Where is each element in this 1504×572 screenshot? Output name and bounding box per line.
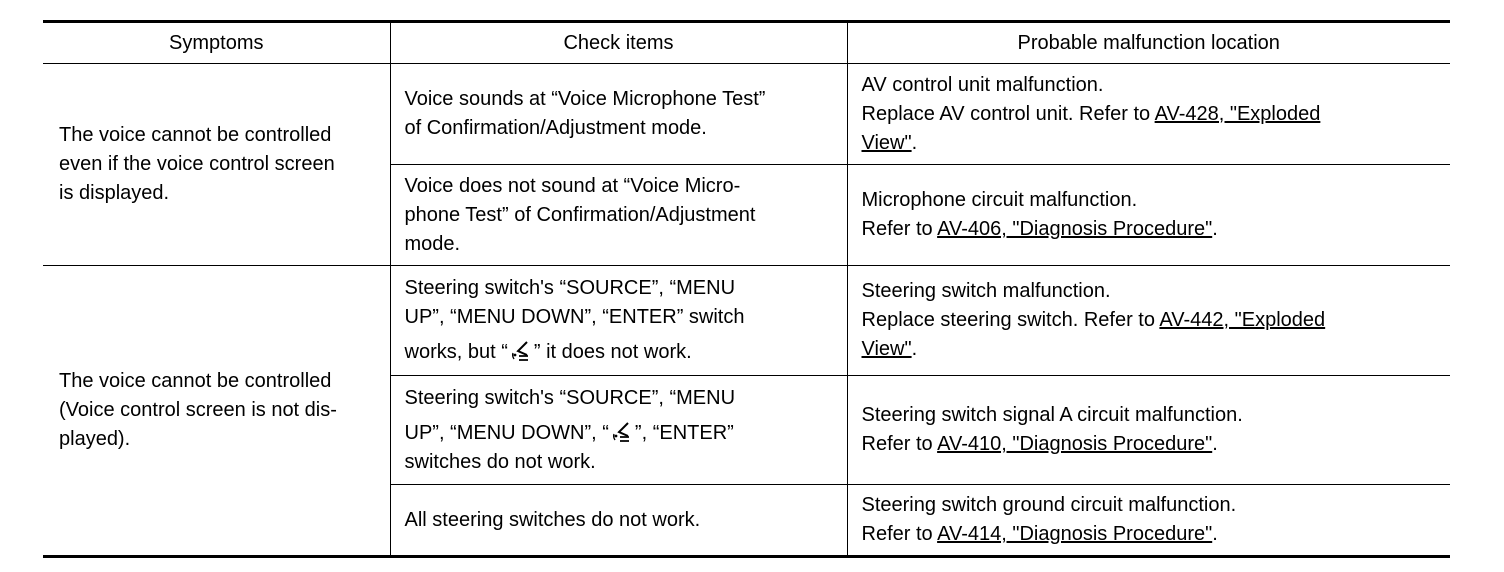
header-malfunction-location: Probable malfunction location <box>847 22 1450 64</box>
reference-link[interactable]: AV-442, "Exploded <box>1159 309 1326 331</box>
check-item-cell: Voice does not sound at “Voice Micro- phone Test” of Confirmation/Adjustment mode. <box>390 165 847 266</box>
reference-link[interactable]: View" <box>861 131 912 154</box>
reference-link[interactable]: AV-414, "Diagnosis Procedure" <box>937 523 1213 545</box>
check-item-cell: All steering switches do not work. <box>390 485 847 557</box>
reference-link[interactable]: View" <box>861 338 912 360</box>
location-cell: Steering switch ground circuit malfunction. Refer to AV-414, "Diagnosis Procedure". <box>847 485 1450 557</box>
header-row <box>43 22 1450 64</box>
reference-link[interactable]: AV-406, "Diagnosis Procedure" <box>937 218 1213 240</box>
location-cell: AV control unit malfunction. Replace AV control unit. Refer to AV-428, "Exploded View". <box>847 64 1450 165</box>
voice-control-switch-icon <box>611 421 633 443</box>
table-row <box>43 266 1450 376</box>
location-cell: Steering switch signal A circuit malfunction. Refer to AV-410, "Diagnosis Procedure". <box>847 376 1450 485</box>
header-check-items: Check items <box>390 22 847 64</box>
check-item-cell: Voice sounds at “Voice Microphone Test” of Confirmation/Adjustment mode. <box>390 64 847 165</box>
diagnosis-table <box>43 20 1450 558</box>
symptom-cell: The voice cannot be controlled (Voice control screen is not dis- played). <box>43 266 390 557</box>
voice-control-switch-icon <box>510 340 532 362</box>
table-row <box>43 64 1450 165</box>
header-symptoms: Symptoms <box>43 22 390 64</box>
symptom-cell: The voice cannot be controlled even if the voice control screen is displayed. <box>43 64 390 266</box>
location-cell: Microphone circuit malfunction. Refer to AV-406, "Diagnosis Procedure". <box>847 165 1450 266</box>
check-item-cell: Steering switch's “SOURCE”, “MENU UP”, “MENU DOWN”, “ENTER” switch works, but “ ” it does not work. <box>390 266 847 376</box>
check-item-cell: Steering switch's “SOURCE”, “MENU UP”, “MENU DOWN”, “ ”, “ENTER” switches do not work. <box>390 376 847 485</box>
location-cell: Steering switch malfunction. Replace steering switch. Refer to AV-442, "Exploded View". <box>847 266 1450 376</box>
reference-link[interactable]: AV-410, "Diagnosis Procedure" <box>937 433 1213 455</box>
reference-link[interactable]: AV-428, "Exploded <box>1154 102 1321 125</box>
